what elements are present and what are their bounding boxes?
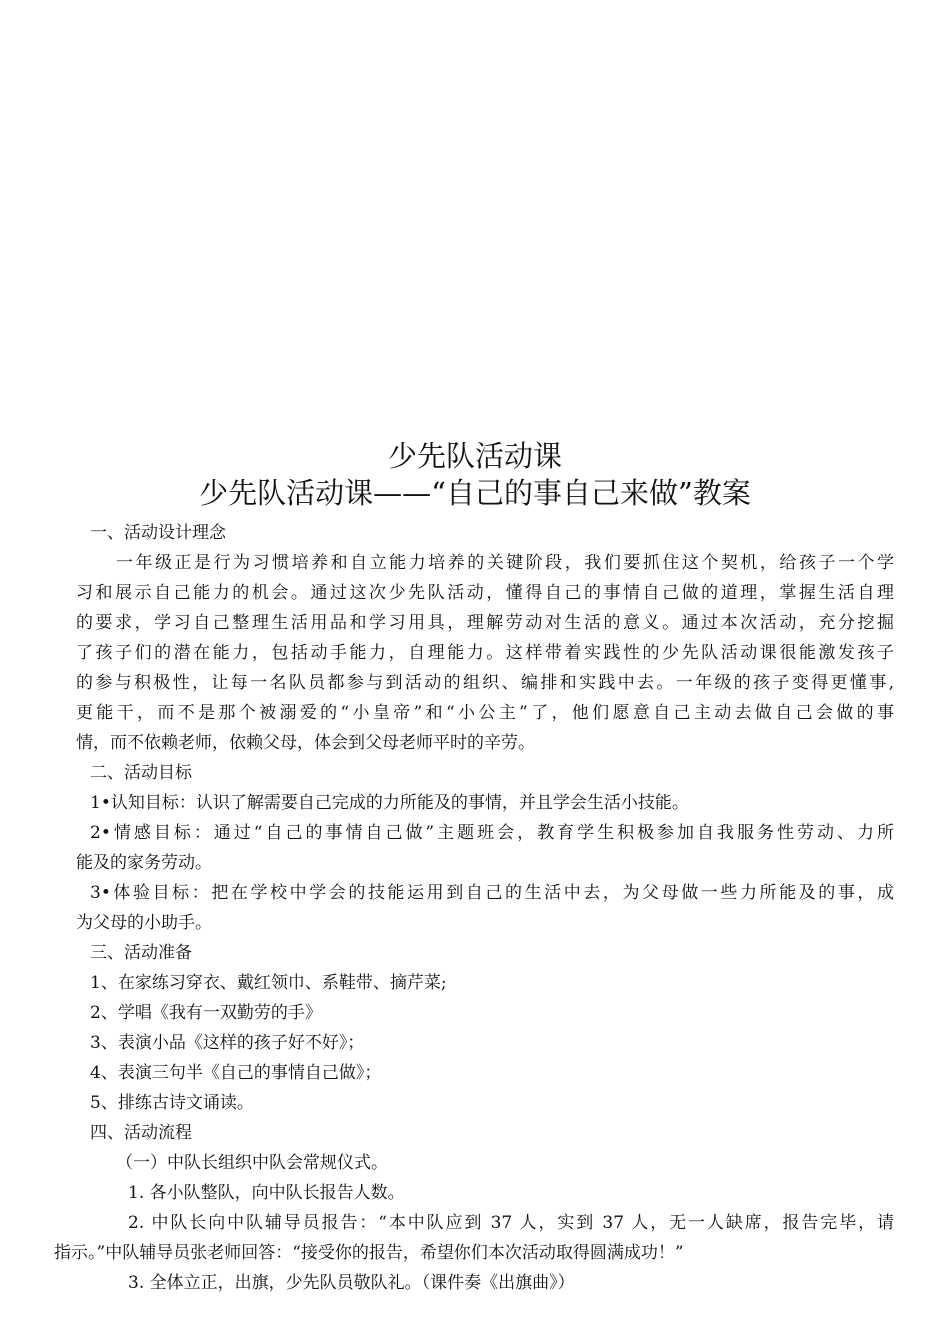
section-heading-2: 二、活动目标: [90, 763, 192, 783]
section-heading-3: 三、活动准备: [90, 943, 192, 963]
step-3: 3. 全体立正，出旗，少先队员敬队礼。（课件奏《出旗曲》）: [128, 1273, 575, 1293]
paragraph-line: 更能干，而不是那个被溺爱的“小皇帝”和“小公主”了，他们愿意自己主动去做自己会做的事: [76, 703, 894, 723]
goal-cognitive: 1•认知目标：认识了解需要自己完成的力所能及的事情，并且学会生活小技能。: [90, 793, 689, 813]
section-heading-4: 四、活动流程: [90, 1123, 192, 1143]
document-body: [54, 518, 894, 1298]
goal-emotional-line2: 能及的家务劳动。: [76, 853, 212, 873]
paragraph-line: 的要求，学习自己整理生活用品和学习用具，理解劳动对生活的意义。通过本次活动，充分挖掘: [76, 613, 894, 633]
section-heading-1: 一、活动设计理念: [90, 523, 226, 543]
paragraph-line: 的参与积极性，让每一名队员都参与到活动的组织、编排和实践中去。一年级的孩子变得更懂事,: [76, 673, 894, 693]
step-2-line1: 2. 中队长向中队辅导员报告：“本中队应到 37 人，实到 37 人，无一人缺席，报告完毕，请: [128, 1213, 894, 1233]
document-subtitle: 少先队活动课——“自己的事自己来做”教案: [199, 476, 751, 510]
goal-experience-line2: 为父母的小助手。: [76, 913, 212, 933]
paragraph-line: 了孩子们的潜在能力，包括动手能力，自理能力。这样带着实践性的少先队活动课很能激发孩子: [76, 643, 894, 663]
list-item: 1、在家练习穿衣、戴红领巾、系鞋带、摘芹菜;: [90, 973, 447, 993]
paragraph-line: 习和展示自己能力的机会。通过这次少先队活动，懂得自己的事情自己做的道理，掌握生活自理: [76, 583, 894, 603]
list-item: 2、学唱《我有一双勤劳的手》: [90, 1003, 322, 1023]
goal-experience-line1: 3•体验目标：把在学校中学会的技能运用到自己的生活中去，为父母做一些力所能及的事，成: [90, 883, 894, 903]
list-item: 4、表演三句半《自己的事情自己做》；: [90, 1063, 382, 1083]
paragraph-line: 一年级正是行为习惯培养和自立能力培养的关键阶段，我们要抓住这个契机，给孩子一个学: [116, 553, 894, 573]
step-1: 1. 各小队整队，向中队长报告人数。: [128, 1183, 405, 1203]
subsection-heading: （一）中队长组织中队会常规仪式。: [116, 1153, 388, 1173]
document-title: 少先队活动课: [387, 439, 562, 473]
paragraph-line: 情，而不依赖老师，依赖父母，体会到父母老师平时的辛劳。: [76, 733, 535, 753]
paragraph-design-concept: [76, 548, 894, 758]
list-item: 5、排练古诗文诵读。: [90, 1093, 254, 1113]
step-2-line2: 指示。”中队辅导员张老师回答：“接受你的报告，希望你们本次活动取得圆满成功！”: [54, 1243, 684, 1263]
list-item: 3、表演小品《这样的孩子好不好》；: [90, 1033, 365, 1053]
goal-emotional-line1: 2•情感目标：通过“自己的事情自己做”主题班会，教育学生积极参加自我服务性劳动、力所: [90, 823, 894, 843]
